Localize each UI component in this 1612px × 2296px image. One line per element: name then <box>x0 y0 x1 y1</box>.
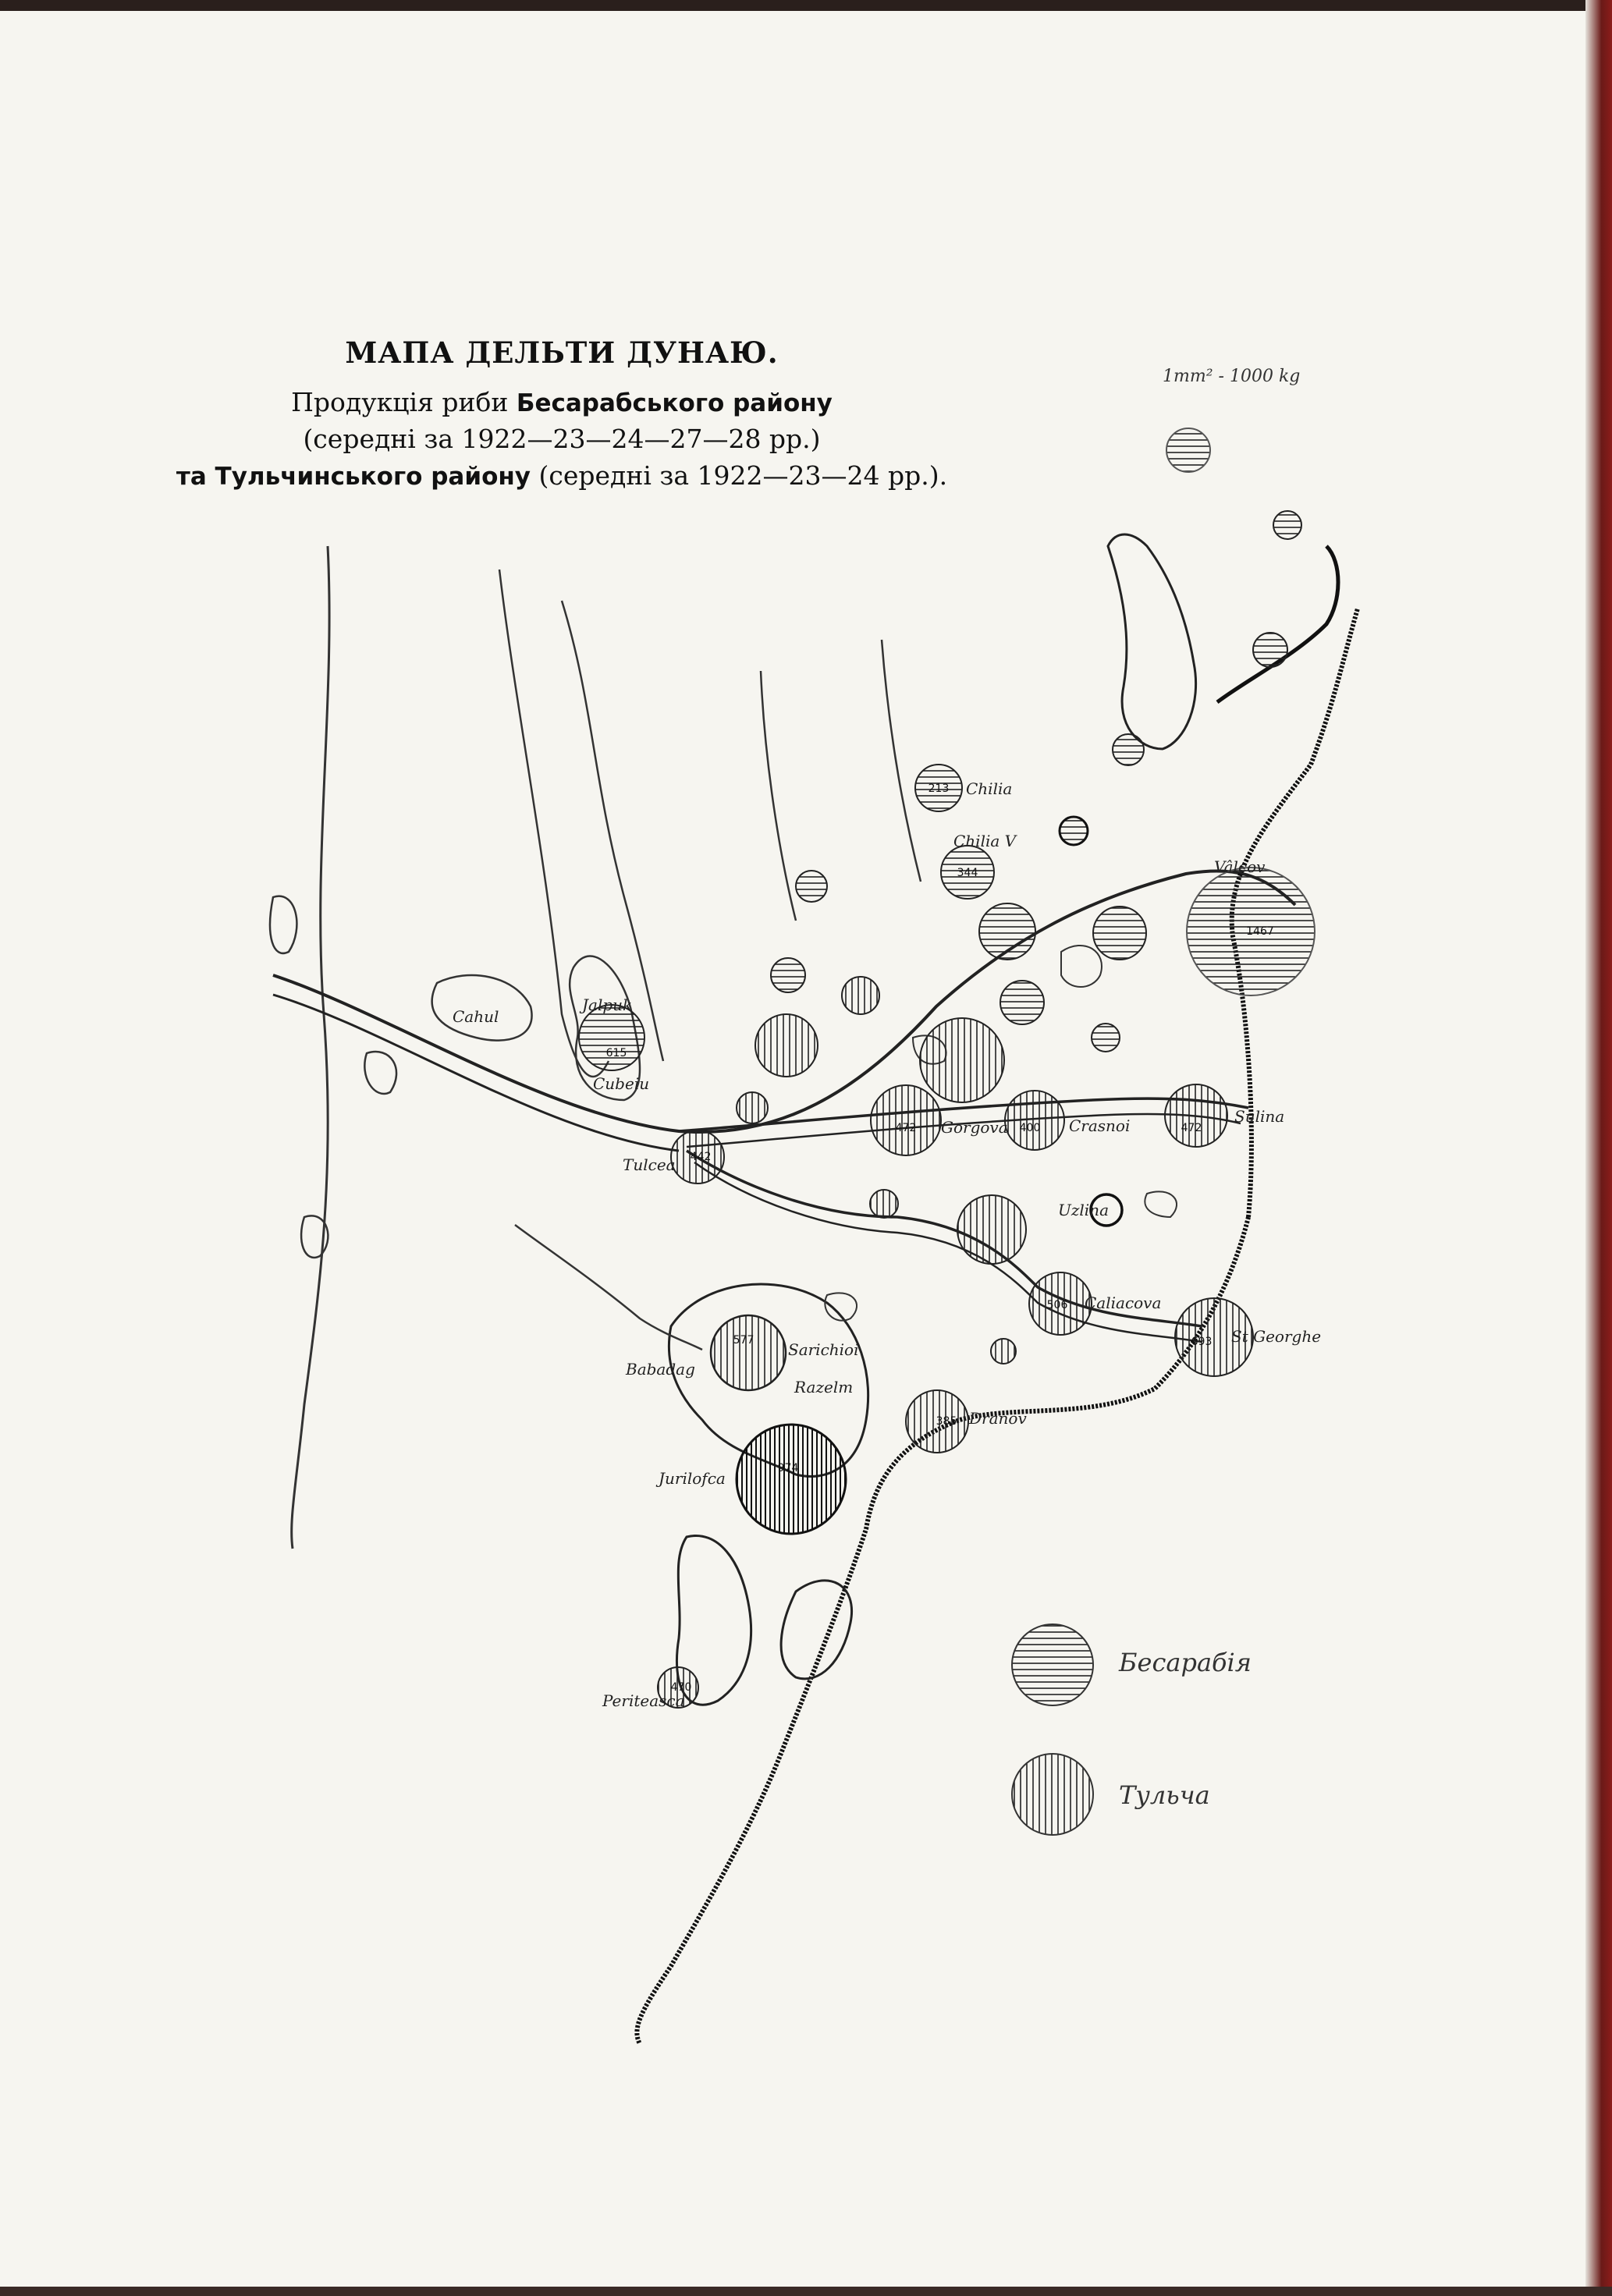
river-north-2 <box>562 601 663 1061</box>
label-uzlina: Uzlina <box>1058 1201 1109 1219</box>
value-gorgova: 472 <box>895 1122 917 1134</box>
circle-small-7 <box>771 958 805 992</box>
value-st-georghe: 693 <box>1191 1336 1213 1348</box>
value-tulcea: 442 <box>690 1151 712 1163</box>
circle-crasnoi <box>1005 1091 1064 1150</box>
circle-small-13 <box>1113 734 1144 765</box>
map-subtitle-line2: (середні за 1922—23—24—27—28 рр.) <box>303 424 821 454</box>
value-crasnoi: 400 <box>1019 1122 1041 1134</box>
coastline-northeast <box>1217 546 1338 702</box>
value-jurilofca: 974 <box>777 1462 799 1474</box>
label-valcov: Vâlcov <box>1214 857 1266 876</box>
legend-circle-tulcha <box>1012 1754 1093 1835</box>
subtitle-line1-prefix: Продукція риби <box>291 387 517 417</box>
circle-small-6 <box>1093 907 1146 960</box>
circle-lake-center <box>920 1018 1004 1102</box>
label-babadag: Babadag <box>626 1360 695 1379</box>
circle-jalpuk <box>579 1005 644 1070</box>
value-chilia: 213 <box>928 782 950 795</box>
label-tulcea: Tulcea <box>623 1155 676 1174</box>
label-jalpuk: Jalpuk <box>582 995 633 1014</box>
scale-note: 1mm² - 1000 kg <box>1163 367 1301 386</box>
delta-lake-1 <box>1061 946 1102 987</box>
lake-small-1 <box>270 896 296 953</box>
circle-small-10 <box>737 1092 768 1123</box>
circle-small-8 <box>755 1014 818 1077</box>
label-razelm: Razelm <box>794 1378 854 1396</box>
circle-small-11 <box>870 1190 898 1218</box>
value-sarichioi: 577 <box>733 1334 755 1347</box>
label-jurilofca: Jurilofca <box>659 1469 726 1488</box>
label-chilia-v: Chilia V <box>953 832 1017 850</box>
label-periteasca: Periteasca <box>602 1691 685 1710</box>
legend-circle-besarabia <box>1012 1624 1093 1705</box>
river-north-4 <box>882 640 921 882</box>
legend-label-besarabia: Бесарабія <box>1119 1648 1252 1677</box>
value-dranov: 385 <box>936 1415 957 1428</box>
circle-small-9 <box>1000 981 1044 1024</box>
circle-small-12 <box>991 1339 1016 1364</box>
circle-small-15 <box>842 977 879 1014</box>
label-sulina: Sulina <box>1234 1107 1285 1126</box>
map-title: МАПА ДЕЛЬТИ ДУНАЮ. <box>345 335 779 370</box>
circle-small-4 <box>796 871 827 902</box>
circle-small-5 <box>979 903 1035 960</box>
map-left-border <box>292 546 329 1549</box>
subtitle-line3-suffix: (середні за 1922—23—24 рр.). <box>531 460 948 491</box>
subtitle-line3-bold: та Тульчинського району <box>176 463 531 491</box>
circle-small-3 <box>1060 817 1088 845</box>
lagoon-northeast <box>1108 534 1196 749</box>
circle-sarichioi <box>711 1315 786 1390</box>
label-dranov: Dranov <box>969 1409 1027 1428</box>
value-sulina: 472 <box>1181 1122 1202 1134</box>
label-cahul: Cahul <box>453 1007 499 1026</box>
river-north-3 <box>761 671 796 921</box>
lake-small-2 <box>364 1052 396 1094</box>
circle-small-16 <box>1092 1024 1120 1052</box>
value-periteasca: 470 <box>670 1681 692 1694</box>
circle-small-14 <box>1253 633 1287 667</box>
river-babadag <box>515 1225 702 1350</box>
circle-uzlina <box>957 1195 1026 1264</box>
label-caliacova: Caliacova <box>1085 1293 1162 1312</box>
value-caliacova: 506 <box>1046 1299 1068 1311</box>
circle-sulina <box>1165 1084 1227 1147</box>
label-sarichioi: Sarichioi <box>788 1340 859 1359</box>
value-valcov: 1467 <box>1246 925 1274 938</box>
label-cubeiu: Cubeiu <box>593 1074 650 1093</box>
legend-label-tulcha: Тульча <box>1119 1780 1210 1810</box>
label-gorgova: Gorgova <box>941 1118 1008 1137</box>
delta-lake-3 <box>1145 1191 1177 1217</box>
label-crasnoi: Crasnoi <box>1069 1116 1131 1135</box>
label-chilia: Chilia <box>966 779 1013 798</box>
circle-small-2 <box>1273 511 1301 539</box>
circle-small-1 <box>1166 428 1210 472</box>
danube-main <box>273 871 1295 1132</box>
subtitle-line1-bold: Бесарабського району <box>516 389 833 417</box>
circle-jurilofca <box>737 1425 846 1534</box>
circle-gorgova <box>871 1085 941 1155</box>
value-jalpuk: 615 <box>605 1047 627 1059</box>
label-st-georghe: St Georghe <box>1231 1327 1322 1346</box>
value-chilia-v: 344 <box>957 867 978 879</box>
